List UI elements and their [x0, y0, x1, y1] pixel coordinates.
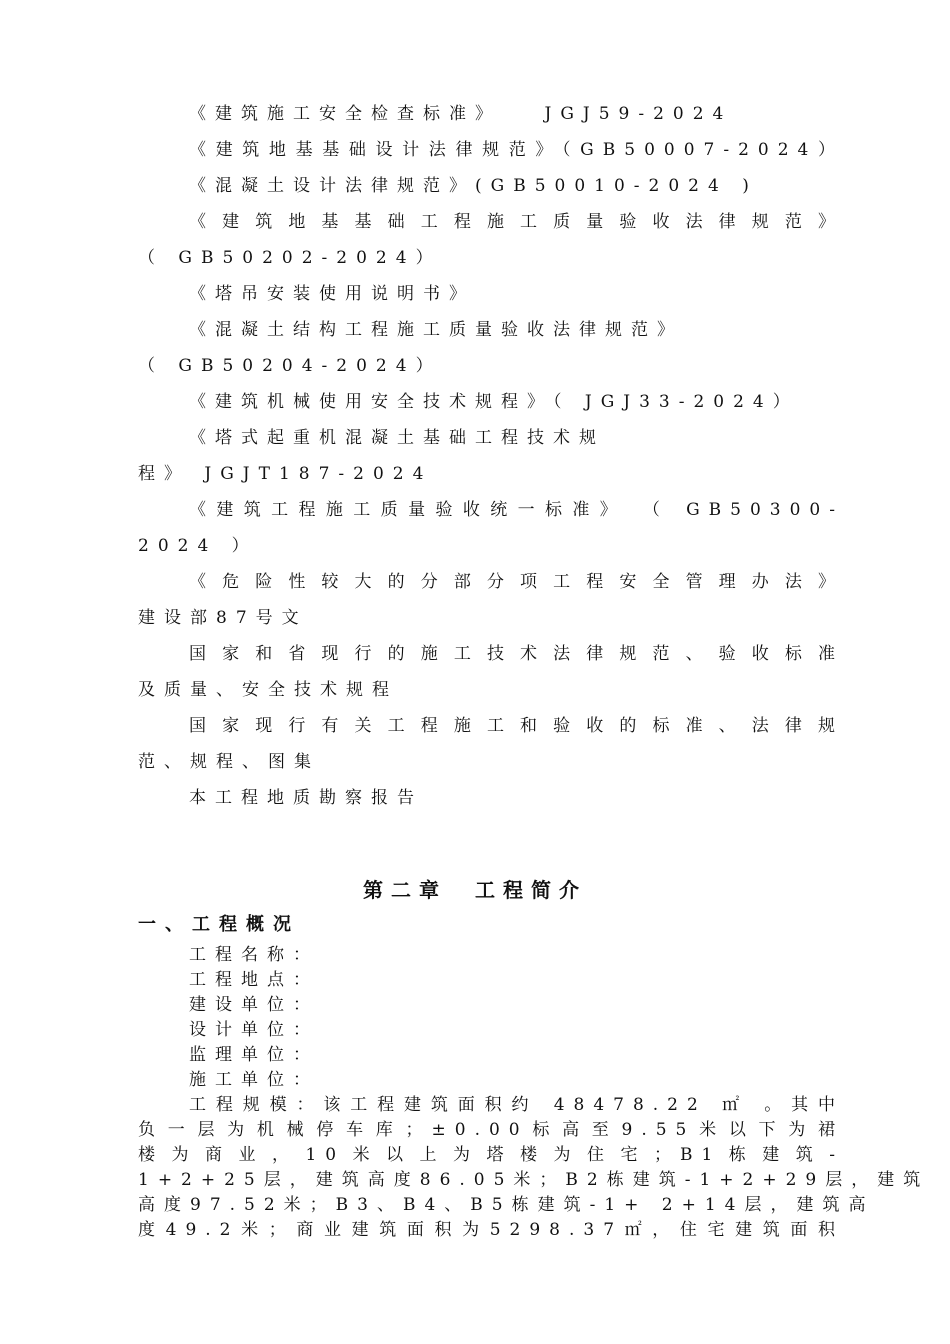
info-line: 度49.2米；商业建筑面积为5298.37㎡，住宅建筑面积	[138, 1220, 844, 1240]
info-line: 工程地点：	[189, 970, 319, 990]
info-line: 建设单位：	[189, 995, 319, 1015]
reference-line: 《混凝土设计法律规范》(GB50010-2024 )	[189, 176, 758, 196]
reference-line: 《混凝土结构工程施工质量验收法律规范》	[189, 320, 683, 340]
info-line: 负一层为机械停车库；±0.00标高至9.55米以下为裙	[138, 1120, 844, 1140]
reference-line: 2024 ）	[138, 536, 258, 556]
reference-line: 《建筑地基基础工程施工质量验收法律规范》	[189, 212, 844, 232]
reference-line: 程》 JGJT187-2024	[138, 464, 433, 484]
reference-line: 《塔式起重机混凝土基础工程技术规	[189, 428, 605, 448]
reference-line: （ GB50202-2024）	[138, 248, 442, 268]
info-line: 监理单位：	[189, 1045, 319, 1065]
reference-line: 《危险性较大的分部分项工程安全管理办法》	[189, 572, 844, 592]
info-line: 高度97.52米；B3、B4、B5栋建筑-1+ 2+14层，建筑高	[138, 1195, 875, 1215]
info-line: 楼为商业，10米以上为塔楼为住宅；B1栋建筑-	[138, 1145, 844, 1165]
reference-line: 《建筑施工安全检查标准》 JGJ59-2024	[189, 104, 733, 124]
reference-line: （ GB50204-2024）	[138, 356, 442, 376]
info-line: 工程规模：该工程建筑面积约 48478.22 ㎡ 。其中	[189, 1095, 844, 1115]
reference-line: 及质量、安全技术规程	[138, 680, 398, 700]
project-info	[138, 943, 930, 1243]
info-line: 工程名称：	[189, 945, 319, 965]
info-line: 施工单位：	[189, 1070, 319, 1090]
reference-line: 《塔吊安装使用说明书》	[189, 284, 475, 304]
reference-line: 范、规程、图集	[138, 752, 320, 772]
reference-line: 国家和省现行的施工技术法律规范、验收标准	[189, 644, 844, 664]
reference-line: 建设部87号文	[138, 608, 308, 628]
reference-line: 本工程地质勘察报告	[189, 788, 423, 808]
reference-line: 《建筑工程施工质量验收统一标准》 （ GB50300-	[189, 500, 844, 520]
reference-line: 《建筑地基基础设计法律规范》（GB50007-2024）	[189, 140, 844, 160]
section-title: 一、工程概况	[138, 914, 300, 935]
reference-line: 《建筑机械使用安全技术规程》（ JGJ33-2024）	[189, 392, 799, 412]
info-line: 设计单位：	[189, 1020, 319, 1040]
reference-list	[138, 96, 844, 816]
chapter-title: 第二章 工程简介	[363, 878, 587, 902]
reference-line: 国家现行有关工程施工和验收的标准、法律规	[189, 716, 844, 736]
info-line: 1+2+25层，建筑高度86.05米；B2栋建筑-1+2+29层，建筑	[138, 1170, 930, 1190]
